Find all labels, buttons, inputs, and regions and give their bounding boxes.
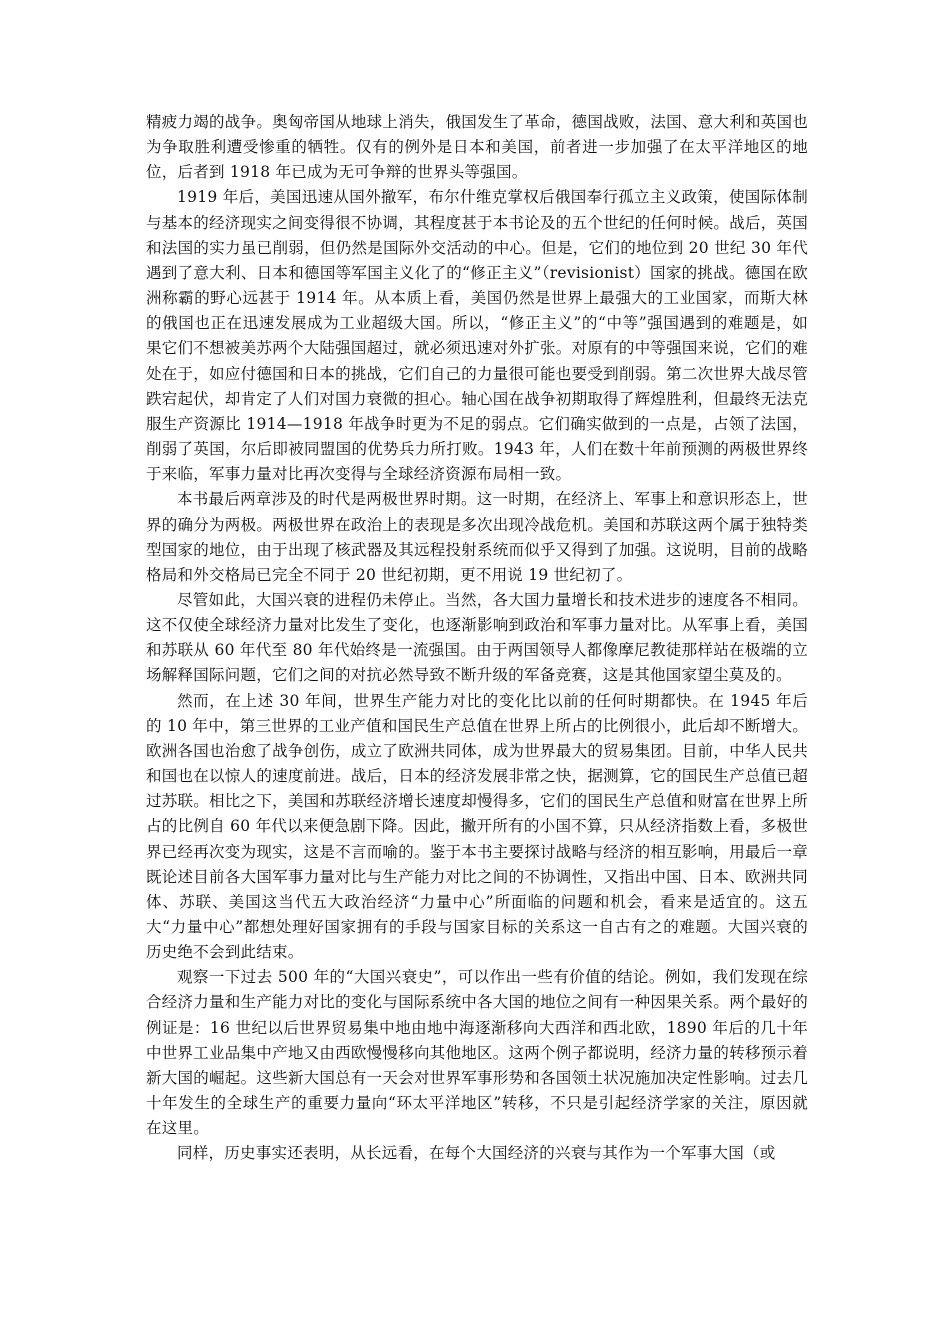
document-page xyxy=(146,110,808,1167)
paragraph-6: 观察一下过去 500 年的“大国兴衰史”，可以作出一些有价值的结论。例如，我们发现在综合经济力量和生产能力对比的变化与国际系统中各大国的地位之间有一种因果关系。两个最好的例证是：16 世纪以后世界贸易集中地由地中海逐渐移向大西洋和西北欧，1890 年后的几十年中世界工业品集中产地又由西欧慢慢移向其他地区。这两个例子都说明，经济力量的转移预示着新大国的崛起。这些新大国总有一天会对世界军事形势和各国领土状况施加决定性影响。过去几十年发生的全球生产的重要力量向“环太平洋地区”转移，不只是引起经济学家的关注，原因就在这里。 xyxy=(146,968,808,1138)
paragraph-4: 尽管如此，大国兴衰的进程仍未停止。当然，各大国力量增长和技术进步的速度各不相同。这不仅使全球经济力量对比发生了变化，也逐渐影响到政治和军事力量对比。从军事上看，美国和苏联从 60 年代至 80 年代始终是一流强国。由于两国领导人都像摩尼教徒那样站在极端的立场解释国际问题，它们之间的对抗必然导致不断升级的军备竞赛，这是其他国家望尘莫及的。 xyxy=(146,590,808,685)
paragraph-1: 精疲力竭的战争。奥匈帝国从地球上消失，俄国发生了革命，德国战败，法国、意大利和英国也为争取胜利遭受惨重的牺牲。仅有的例外是日本和美国，前者进一步加强了在太平洋地区的地位，后者到 1918 年已成为无可争辩的世界头等强国。 xyxy=(146,113,808,182)
paragraph-7: 同样，历史事实还表明，从长远看，在每个大国经济的兴衰与其作为一个军事大国（或 xyxy=(177,1144,776,1163)
paragraph-3: 本书最后两章涉及的时代是两极世界时期。这一时期，在经济上、军事上和意识形态上，世界的确分为两极。两极世界在政治上的表现是多次出现冷战危机。美国和苏联这两个属于独特类型国家的地位，由于出现了核武器及其远程投射系统而似乎又得到了加强。这说明，目前的战略格局和外交格局已完全不同于 20 世纪初期，更不用说 19 世纪初了。 xyxy=(146,490,808,584)
paragraph-2: 1919 年后，美国迅速从国外撤军，布尔什维克掌权后俄国奉行孤立主义政策，使国际体制与基本的经济现实之间变得很不协调，其程度甚于本书论及的五个世纪的任何时候。战后，英国和法国的实力虽已削弱，但仍然是国际外交活动的中心。但是，它们的地位到 20 世纪 30 年代遇到了意大利、日本和德国等军国主义化了的“修正主义”（revisionist）国家的挑战。德国在欧洲称霸的野心远甚于 1914 年。从本质上看，美国仍然是世界上最强大的工业国家，而斯大林的俄国也正在迅速发展成为工业超级大国。所以，“修正主义”的“中等”强国遇到的难题是，如果它们不想被美苏两个大陆强国超过，就必须迅速对外扩张。对原有的中等强国来说，它们的难处在于，如应付德国和日本的挑战，它们自己的力量很可能也要受到削弱。第二次世界大战尽管跌宕起伏，却肯定了人们对国力衰微的担心。轴心国在战争初期取得了辉煌胜利，但最终无法克服生产资源比 1914—1918 年战争时更为不足的弱点。它们确实做到的一点是，占领了法国，削弱了英国，尔后即被同盟国的优势兵力所打败。1943 年，人们在数十年前预测的两极世界终于来临，军事力量对比再次变得与全球经济资源布局相一致。 xyxy=(146,188,808,484)
paragraph-5: 然而，在上述 30 年间，世界生产能力对比的变化比以前的任何时期都快。在 1945 年后的 10 年中，第三世界的工业产值和国民生产总值在世界上所占的比例很小，此后却不断增大。欧洲各国也治愈了战争创伤，成立了欧洲共同体，成为世界最大的贸易集团。目前，中华人民共和国也在以惊人的速度前进。战后，日本的经济发展非常之快，据测算，它的国民生产总值已超过苏联。相比之下，美国和苏联经济增长速度却慢得多，它们的国民生产总值和财富在世界上所占的比例自 60 年代以来便急剧下降。因此，撇开所有的小国不算，只从经济指数上看，多极世界已经再次变为现实，这是不言而喻的。鉴于本书主要探讨战略与经济的相互影响，用最后一章既论述目前各大国军事力量对比与生产能力对比之间的不协调性，又指出中国、日本、欧洲共同体、苏联、美国这当代五大政治经济“力量中心”所面临的问题和机会，看来是适宜的。这五大“力量中心”都想处理好国家拥有的手段与国家目标的关系这一自古有之的难题。大国兴衰的历史绝不会到此结束。 xyxy=(146,691,808,962)
